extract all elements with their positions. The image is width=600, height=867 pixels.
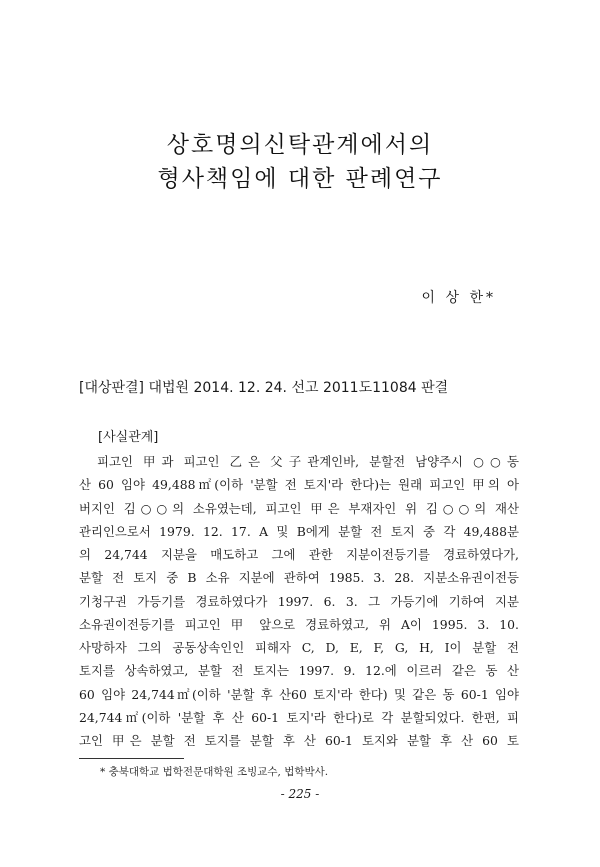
- page-number: - 225 -: [280, 787, 320, 801]
- body-line: 산 60 임야 49,488㎡(이하 '분할 전 토지'라 한다)는 원래 피고인 甲의 아: [79, 477, 519, 493]
- body-line: 60 임야 24,744㎡(이하 '분할 후 산60 토지'라 한다) 및 같은 동 60-1 임야: [79, 686, 519, 702]
- case-heading: [대상판결] 대법원 2014. 12. 24. 선고 2011도11084 판결: [79, 380, 449, 396]
- body-paragraph: [79, 450, 519, 752]
- body-line: 24,744㎡(이하 '분할 후 산 60-1 토지'라 한다)로 각 분할되었다. 한편, 피: [79, 709, 519, 725]
- body-line: 기청구권 가등기를 경료하였다가 1997. 6. 3. 그 가등기에 기하여 지분: [79, 593, 519, 609]
- body-line: 의 24,744 지분을 매도하고 그에 관한 지분이전등기를 경료하였다가,: [79, 547, 519, 562]
- title-line-1: 상호명의신탁관계에서의: [166, 132, 434, 158]
- body-line: 피고인 甲과 피고인 乙은 父子관계인바, 분할전 남양주시 ○○동: [97, 454, 519, 469]
- footnote: * 충북대학교 법학전문대학원 조빙교수, 법학박사.: [100, 766, 329, 778]
- footnote-divider: [79, 758, 184, 759]
- article-title: [0, 128, 600, 196]
- section-heading: [사실관계]: [98, 430, 159, 445]
- body-line: 토지를 상속하였고, 분할 전 토지는 1997. 9. 12.에 이르러 같은 동 산: [79, 663, 519, 679]
- body-line: 사망하자 그의 공동상속인인 피해자 C, D, E, F, G, H, I이 분할 전: [79, 640, 519, 655]
- body-line: 관리인으로서 1979. 12. 17. A 및 B에게 분할 전 토지 중 각 49,488분: [79, 523, 519, 539]
- author-name: 이 상 한*: [421, 290, 496, 306]
- body-line: 분할 전 토지 중 B 소유 지분에 관하여 1985. 3. 28. 지분소유권이전등: [79, 570, 519, 586]
- body-line: 버지인 김○○의 소유였는데, 피고인 甲은 부재자인 위 김○○의 재산: [79, 500, 519, 516]
- body-line: 고인 甲은 분할 전 토지를 분할 후 산 60-1 토지와 분할 후 산 60 토: [79, 733, 519, 748]
- body-line: 소유권이전등기를 피고인 甲 앞으로 경료하였고, 위 A이 1995. 3. 10.: [79, 616, 519, 632]
- title-line-2: 형사책임에 대한 판례연구: [157, 166, 443, 192]
